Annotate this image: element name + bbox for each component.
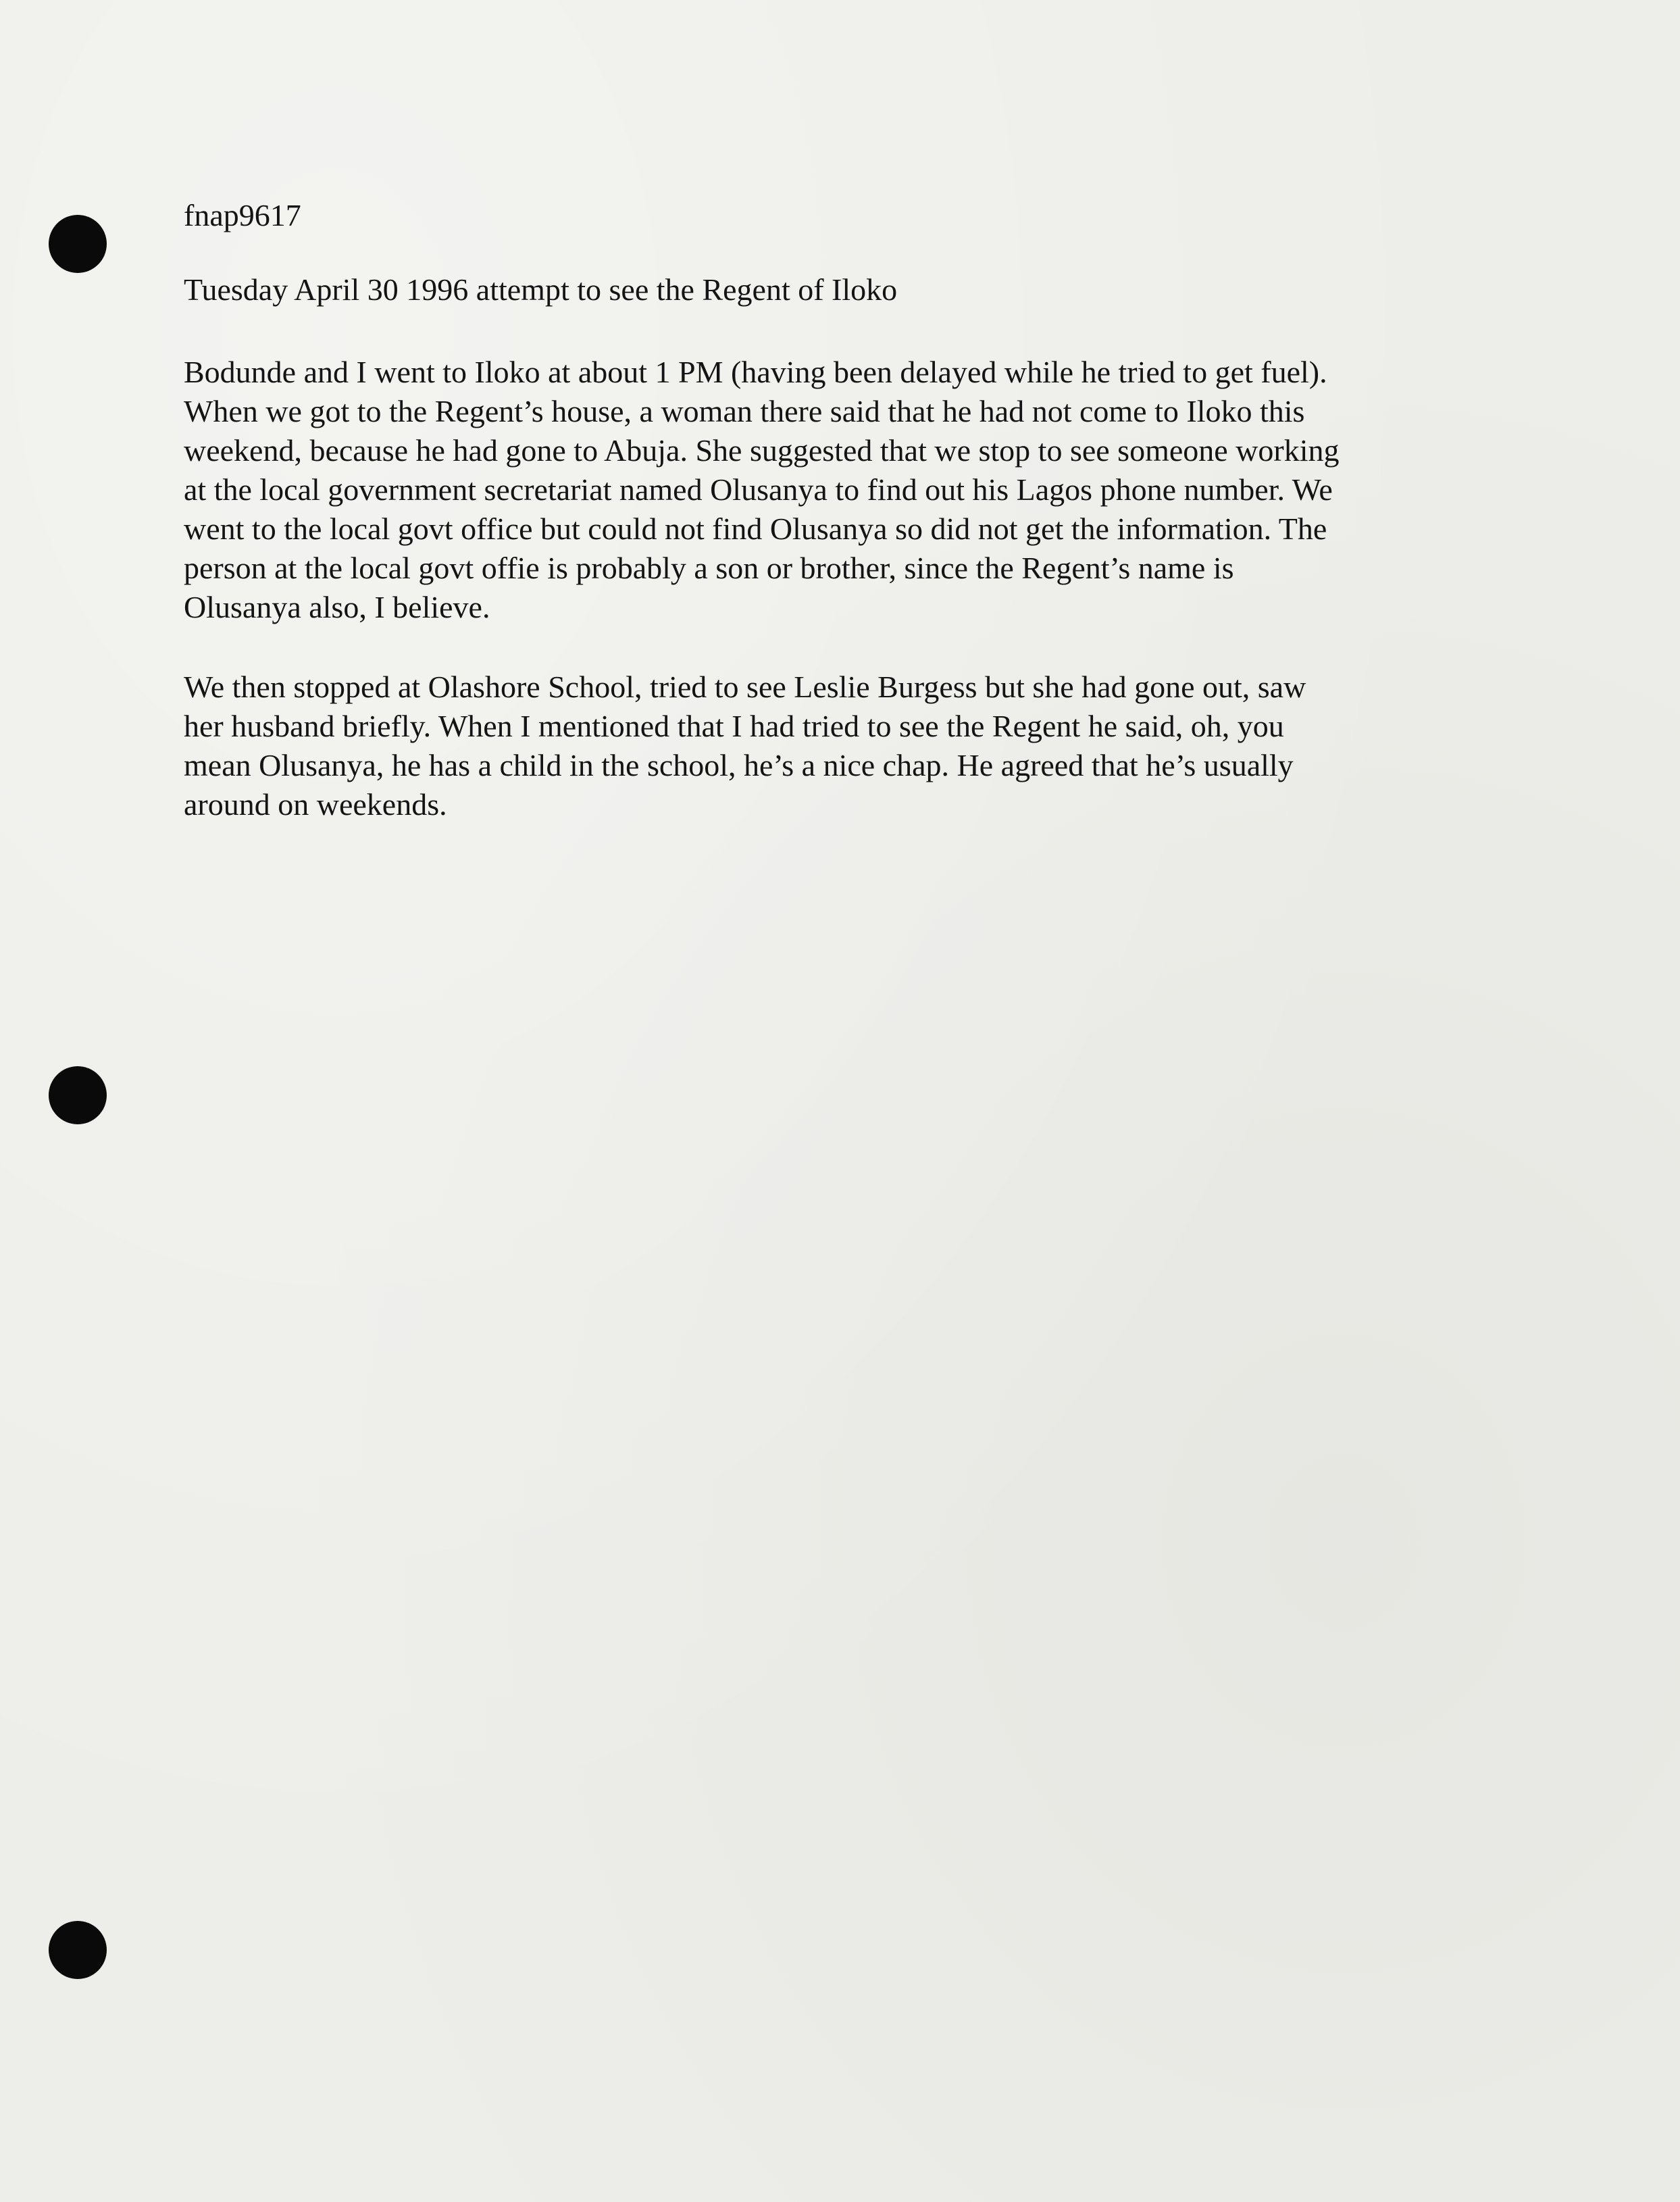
punch-hole-middle xyxy=(49,1066,107,1124)
paragraph-1 xyxy=(184,353,1494,627)
text-line: Bodunde and I went to Iloko at about 1 PM (having been delayed while he tried to get fuel). xyxy=(184,355,1327,389)
text-line: her husband briefly. When I mentioned that I had tried to see the Regent he said, oh, you xyxy=(184,709,1284,743)
text-line: mean Olusanya, he has a child in the school, he’s a nice chap. He agreed that he’s usually xyxy=(184,748,1294,782)
punch-hole-top xyxy=(49,215,107,273)
text-line: When we got to the Regent’s house, a woman there said that he had not come to Iloko this xyxy=(184,394,1305,428)
document-title: Tuesday April 30 1996 attempt to see the Regent of Iloko xyxy=(184,272,898,307)
paragraph-2 xyxy=(184,668,1494,824)
document-id: fnap9617 xyxy=(184,198,301,232)
text-line: at the local government secretariat named Olusanya to find out his Lagos phone number. We xyxy=(184,472,1333,507)
text-line: went to the local govt office but could not find Olusanya so did not get the information. The xyxy=(184,511,1327,546)
text-line: weekend, because he had gone to Abuja. She suggested that we stop to see someone working xyxy=(184,433,1340,468)
text-line: We then stopped at Olashore School, tried to see Leslie Burgess but she had gone out, saw xyxy=(184,670,1306,704)
punch-hole-bottom xyxy=(49,1921,107,1979)
document-body xyxy=(184,196,1494,824)
text-line: Olusanya also, I believe. xyxy=(184,590,490,624)
text-line: person at the local govt offie is probably a son or brother, since the Regent’s name is xyxy=(184,551,1234,585)
text-line: around on weekends. xyxy=(184,787,447,822)
